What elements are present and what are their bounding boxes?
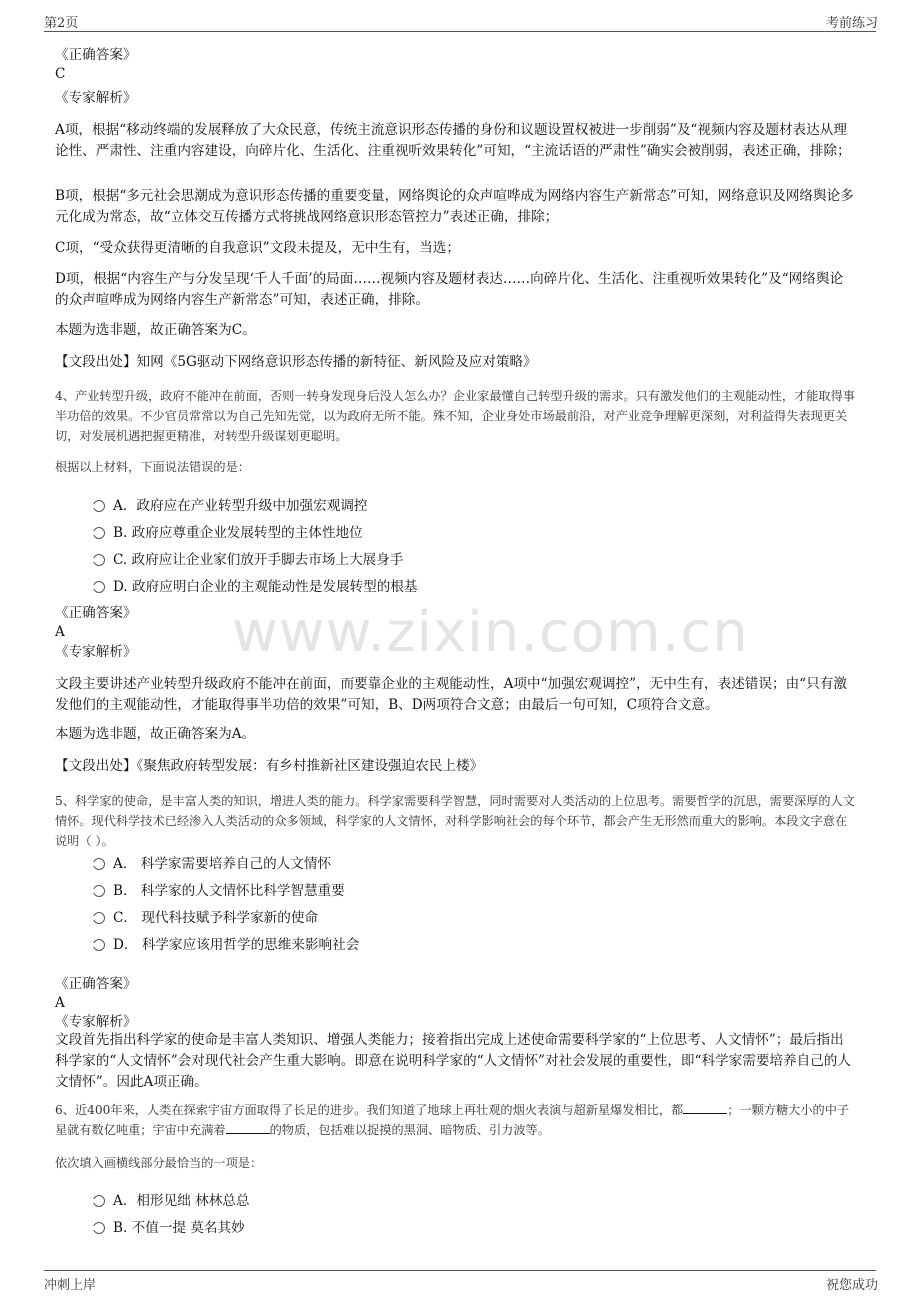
option-d-radio[interactable] (93, 939, 105, 951)
correct-answer: C (55, 66, 66, 82)
stem-part-1: 6、近400年来，人类在探索宇宙方面取得了长足的进步。我们知道了地球上再壮观的烟火表演与超新星爆发相比，都 (55, 1103, 684, 1117)
option-a-radio[interactable] (93, 858, 105, 870)
option-c-label[interactable]: C. 政府应让企业家们放开手脚去市场上大展身手 (113, 552, 404, 568)
source-citation: 【文段出处】《聚焦政府转型发展：有乡村推新社区建设强迫农民上楼》 (55, 758, 484, 774)
option-d-radio[interactable] (93, 581, 105, 593)
option-c-radio[interactable] (93, 912, 105, 924)
option-b-label[interactable]: B. 不值一提 莫名其妙 (113, 1220, 245, 1236)
analysis-paragraph-c: C项，“受众获得更清晰的自我意识”文段未提及，无中生有，当选； (55, 240, 460, 256)
option-c-label[interactable]: C． 现代科技赋予科学家新的使命 (113, 910, 319, 926)
analysis-paragraph-b: B项，根据“多元社会思潮成为意识形态传播的重要变量，网络舆论的众声喧哗成为网络内容生产新常态”可知，网络意识及网络舆论多元化成为常态，故“立体交互传播方式将挑战网络意识形态管控力”表述正确，排除； (55, 188, 854, 225)
conclusion: 本题为选非题，故正确答案为A。 (55, 726, 256, 742)
option-a-radio[interactable] (93, 500, 105, 512)
option-b-radio[interactable] (93, 527, 105, 539)
question-stem: 5、科学家的使命，是丰富人类的知识，增进人类的能力。科学家需要科学智慧，同时需要对人类活动的上位思考。需要哲学的沉思，需要深厚的人文情怀。现代科学技术已经渗入人类活动的众多领域，科学家的人文情怀，对科学影响社会的每个环节，都会产生无形然而重大的影响。本段文字意在说明（ ）。 (55, 794, 855, 848)
option-a-radio[interactable] (93, 1195, 105, 1207)
conclusion: 本题为选非题，故正确答案为C。 (55, 322, 256, 338)
analysis-paragraph: 文段主要讲述产业转型升级政府不能冲在前面，而要靠企业的主观能动性，A项中“加强宏观调控”，无中生有，表述错误；由“只有激发他们的主观能动性，才能取得事半功倍的效果”可知，B、D两项符合文意；由最后一句可知，C项符合文意。 (55, 676, 847, 713)
header-rule (44, 31, 876, 32)
answer-heading: 《正确答案》 (55, 976, 137, 992)
question-stem (55, 1100, 855, 1140)
option-b-radio[interactable] (93, 885, 105, 897)
fill-blank-2 (226, 1133, 270, 1134)
option-b-label[interactable]: B. 政府应尊重企业发展转型的主体性地位 (113, 525, 363, 541)
header-label: 考前练习 (826, 16, 879, 31)
footer-left-label: 冲刺上岸 (44, 1278, 97, 1293)
option-a-label[interactable]: A．政府应在产业转型升级中加强宏观调控 (113, 498, 368, 514)
option-c-radio[interactable] (93, 554, 105, 566)
answer-heading: 《正确答案》 (55, 47, 137, 63)
fill-blank-1 (683, 1113, 727, 1114)
option-d-label[interactable]: D． 科学家应该用哲学的思维来影响社会 (113, 937, 360, 953)
analysis-paragraph-a: A项，根据“移动终端的发展释放了大众民意，传统主流意识形态传播的身份和议题设置权被进一步削弱”及“视频内容及题材表达从理论性、严肃性、注重内容建设，向碎片化、生活化、注重视听效果转化”可知，“主流话语的严肃性”确实会被削弱，表述正确，排除； (55, 122, 851, 159)
question-prompt: 根据以上材料，下面说法错误的是： (55, 460, 250, 474)
analysis-heading: 《专家解析》 (55, 90, 137, 106)
answer-heading: 《正确答案》 (55, 605, 137, 621)
option-b-label[interactable]: B． 科学家的人文情怀比科学智慧重要 (113, 883, 345, 899)
watermark: www.zixin.com.cn (232, 600, 749, 665)
correct-answer: A (55, 624, 65, 640)
stem-part-3: 的物质，包括难以捉摸的黑洞、暗物质、引力波等。 (269, 1123, 550, 1137)
question-stem: 4、产业转型升级，政府不能冲在前面，否则一转身发现身后没人怎么办？企业家最懂自己转型升级的需求。只有激发他们的主观能动性，才能取得事半功倍的效果。不少官员常常以为自己先知先觉，以为政府无所不能。殊不知，企业身处市场最前沿，对产业竞争理解更深刻，对利益得失表现更关切，对发展机遇把握更精准，对转型升级谋划更聪明。 (55, 389, 855, 443)
stem-part-2: ；一颗方糖大小的中子星就有数亿吨重；宇宙中充满着 (55, 1103, 850, 1137)
page-number: 第2页 (44, 16, 79, 31)
footer-right-label: 祝您成功 (826, 1278, 879, 1293)
option-a-label[interactable]: A．相形见绌 林林总总 (113, 1193, 250, 1209)
analysis-paragraph-d: D项，根据“内容生产与分发呈现‘千人千面’的局面……视频内容及题材表达……向碎片化、生活化、注重视听效果转化”及“网络舆论的众声喧哗成为网络内容生产新常态”可知，表述正确，排除。 (55, 271, 844, 308)
analysis-heading: 《专家解析》 (55, 644, 137, 660)
question-prompt: 依次填入画横线部分最恰当的一项是： (55, 1156, 263, 1170)
option-a-label[interactable]: A． 科学家需要培养自己的人文情怀 (113, 856, 332, 872)
analysis-heading: 《专家解析》 (55, 1014, 137, 1030)
correct-answer: A (55, 995, 65, 1011)
option-d-label[interactable]: D. 政府应明白企业的主观能动性是发展转型的根基 (113, 579, 418, 595)
analysis-paragraph: 文段首先指出科学家的使命是丰富人类知识、增强人类能力；接着指出完成上述使命需要科学家的“上位思考、人文情怀”；最后指出科学家的“人文情怀”会对现代社会产生重大影响。即意在说明科学家的“人文情怀”对社会发展的重要性，即“科学家需要培养自己的人文情怀”。因此A项正确。 (55, 1032, 851, 1090)
source-citation: 【文段出处】知网《5G驱动下网络意识形态传播的新特征、新风险及应对策略》 (55, 354, 537, 370)
footer-rule (44, 1270, 876, 1271)
option-b-radio[interactable] (93, 1222, 105, 1234)
